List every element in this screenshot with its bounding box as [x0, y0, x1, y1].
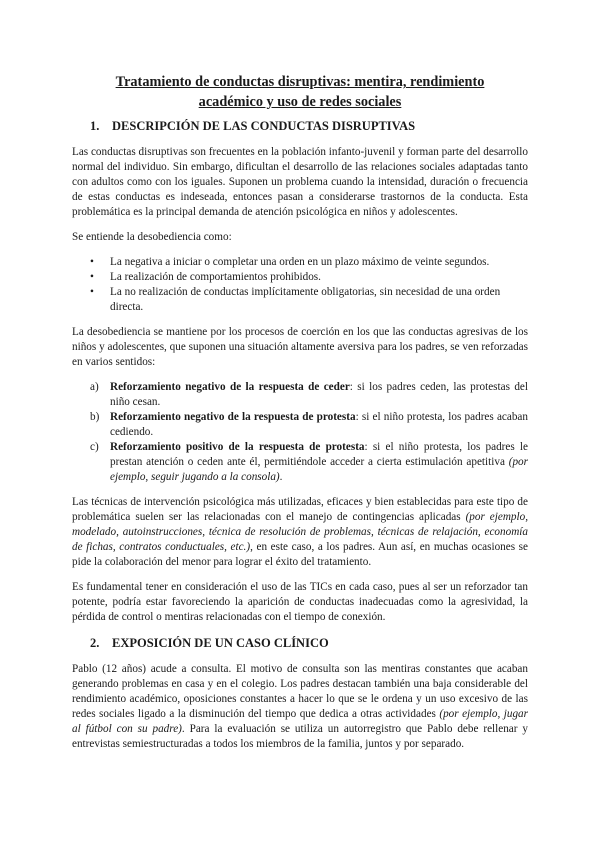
document-title	[72, 72, 528, 112]
refuerzo-list	[72, 380, 528, 485]
list-item	[72, 285, 528, 315]
list-item-text: : si los padres ceden, las protestas del niño cesan.	[110, 381, 528, 408]
list-item-example: (por ejemplo, seguir jugando a la consola)	[110, 456, 528, 483]
list-item	[72, 380, 528, 410]
list-item	[72, 440, 528, 485]
title-line-1: Tratamiento de conductas disruptivas: mentira, rendimiento	[115, 74, 485, 90]
title-line-2: académico y uso de redes sociales	[198, 94, 402, 110]
bullet-icon: •	[90, 286, 94, 298]
list-item-text: La realización de comportamientos prohibidos.	[110, 271, 321, 283]
list-item-text: : si el niño protesta, los padres acaban cediendo.	[110, 411, 528, 438]
section-2-number: 2.	[90, 636, 100, 650]
section-1-paragraph-1: Las conductas disruptivas son frecuentes en la población infanto-juvenil y forman parte del desarrollo normal del individuo. Sin embargo, dificultan el desarrollo de las relaciones sociales adaptadas tanto con adultos como con los iguales. Suponen un problema cuando la intensidad, duración o frecuencia de estas conductas es indeseada, entonces pasan a considerarse trastornos de la conducta. Esta problemática es la principal demanda de atención psicológica en niños y adolescentes.	[72, 146, 528, 218]
list-item-term: Reforzamiento negativo de la respuesta de protesta	[110, 411, 356, 423]
section-2-heading	[72, 635, 528, 651]
list-item-term: Reforzamiento negativo de la respuesta de ceder	[110, 381, 350, 393]
section-1-number: 1.	[90, 119, 100, 133]
section-2-title: EXPOSICIÓN DE UN CASO CLÍNICO	[112, 636, 329, 650]
bullet-icon: •	[90, 271, 94, 283]
paragraph-examples: (por ejemplo, modelado, autoinstrucciones, técnica de resolución de problemas, técnicas de relajación, economía de fichas, contratos conductuales, etc.)	[72, 511, 528, 553]
section-1-title: DESCRIPCIÓN DE LAS CONDUCTAS DISRUPTIVAS	[112, 119, 416, 133]
list-marker: c)	[90, 441, 99, 453]
list-item	[72, 410, 528, 440]
list-item-tail: .	[279, 471, 283, 483]
section-1-paragraph-4	[72, 495, 528, 570]
paragraph-text: Pablo (12 años) acude a consulta. El motivo de consulta son las mentiras constantes que acaban generando problemas en casa y en el colegio. Los padres destacan también una baja considerable del rendimiento académico, oposiciones constantes a hacer lo que se le ordena y un uso excesivo de las redes sociales ligado a la disminución del tiempo que dedica a otras actividades	[72, 663, 528, 720]
section-1-paragraph-5: Es fundamental tener en consideración el uso de las TICs en cada caso, pues al ser un reforzador tan potente, podría estar favoreciendo la aparición de conductas inadecuadas como la agresividad, la pérdida de control o mentiras relacionadas con el tiempo de conexión.	[72, 581, 528, 623]
section-1-paragraph-3: La desobediencia se mantiene por los procesos de coerción en los que las conductas agresivas de los niños y adolescentes, que suponen una situación altamente aversiva para los padres, se ven reforzadas en varios sentidos:	[72, 326, 528, 368]
list-item-text: La negativa a iniciar o completar una orden en un plazo máximo de veinte segundos.	[110, 256, 490, 268]
list-item-text: La no realización de conductas implícitamente obligatorias, sin necesidad de una orden directa.	[110, 286, 501, 313]
section-1-heading	[72, 118, 528, 134]
paragraph-example: (por ejemplo, jugar al fútbol con su padre)	[72, 708, 528, 735]
list-item-term: Reforzamiento positivo de la respuesta de protesta	[110, 441, 365, 453]
list-marker: b)	[90, 411, 100, 423]
list-item	[72, 255, 528, 270]
desobediencia-list	[72, 255, 528, 315]
paragraph-text: . Para la evaluación se utiliza un autorregistro que Pablo debe rellenar y entrevistas semiestructuradas a todos los miembros de la familia, juntos y por separado.	[72, 723, 528, 750]
section-1-paragraph-2: Se entiende la desobediencia como:	[72, 231, 232, 243]
bullet-icon: •	[90, 256, 94, 268]
list-item-text: : si el niño protesta, los padres le prestan atención o ceden ante él, permitiéndole acceder a cierta estimulación apetitiva	[110, 441, 528, 468]
paragraph-text: Las técnicas de intervención psicológica más utilizadas, eficaces y bien establecidas para este tipo de problemática suelen ser las relacionadas con el manejo de contingencias aplicadas	[72, 496, 528, 523]
document-page	[72, 72, 528, 762]
list-item	[72, 270, 528, 285]
section-2-paragraph-1	[72, 662, 528, 752]
list-marker: a)	[90, 381, 99, 393]
paragraph-text: , en este caso, a los padres. Aun así, en muchas ocasiones se pide la colaboración del menor para lograr el éxito del tratamiento.	[72, 541, 528, 568]
